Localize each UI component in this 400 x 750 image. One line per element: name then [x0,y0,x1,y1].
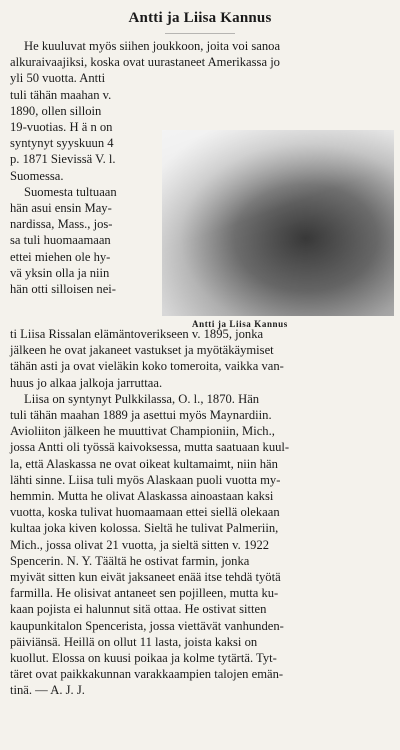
text-line: syntynyt syyskuun 4 [10,136,114,151]
article-body [10,326,390,699]
text-line: sa tuli huomaamaan [10,233,111,248]
text-line: p. 1871 Sievissä V. l. [10,152,116,167]
text-line: Liisa on syntynyt Pulkkilassa, O. l., 1870. Hän [24,391,260,406]
text-line: Avioliiton jälkeen he muuttivat Championiin, Mich., [10,424,275,439]
text-line: ettei miehen ole hy- [10,249,111,264]
photo-shading [162,130,394,316]
text-line: yli 50 vuotta. Antti [10,71,106,86]
text-line: kuollut. Elossa on kuusi poikaa ja kolme tytärtä. Tyt- [10,651,277,666]
text-line: vuotta, koska tulivat huomaamaan ettei siellä olekaan [10,505,280,520]
text-line: huus jo alkaa jalkoja jarruttaa. [10,375,163,390]
text-line: Spencerin. N. Y. Täältä he ostivat farmin, jonka [10,553,250,568]
text-line: Suomesta tultuaan [24,184,117,199]
text-line: jälkeen he ovat jakaneet vastukset ja myötäkäymiset [10,343,274,358]
text-line: hän asui ensin May- [10,201,112,216]
text-line: alkuraivaajiksi, koska ovat uurastaneet Amerikassa jo [10,55,280,70]
text-line: 19-vuotias. H ä n on [10,120,113,135]
text-line: He kuuluvat myös siihen joukkoon, joita voi sanoa [24,39,281,53]
text-line: ti Liisa Rissalan elämäntoverikseen v. 1895, jonka [10,327,264,341]
text-line: tuli tähän maahan 1889 ja asettui myös Maynardiin. [10,408,272,423]
text-line: myivät sitten kun eivät jaksaneet enää itse tehdä työtä [10,570,281,585]
text-line: 1890, ollen silloin [10,103,102,118]
text-line: tinä. — A. J. J. [10,683,85,698]
text-line: hän otti silloisen nei- [10,282,116,297]
text-line: farmilla. He olisivat antaneet sen pojilleen, mutta ku- [10,586,279,601]
text-line: päiviänsä. Heillä on ollut 11 lasta, joista kaksi on [10,634,258,649]
text-line: täret ovat paikkakunnan varakkaampien talojen emän- [10,667,284,682]
text-line: Suomessa. [10,168,64,183]
text-line: nardissa, Mass., jos- [10,217,113,232]
text-line: kaan pojista ei halunnut sitä ottaa. He ostivat sitten [10,602,267,617]
text-line: la, että Alaskassa ne ovat oikeat kultamaimt, niin hän [10,456,278,471]
text-line: lähti sinne. Liisa tuli myös Alaskaan puoli vuotta my- [10,472,281,487]
text-line: vä yksin olla ja niin [10,265,110,280]
text-line: tuli tähän maahan v. [10,87,112,102]
text-line: kaupunkitalon Spencerista, jossa viettävät vanhunden- [10,618,284,633]
article-title: Antti ja Liisa Kannus [128,10,272,26]
left-column-text [10,70,178,297]
photo-caption: Antti ja Liisa Kannus [192,319,288,329]
text-line: jossa Antti oli työssä kaivoksessa, mutta saatuaan kuul- [10,440,290,455]
title-divider [165,33,235,34]
text-line: kultaa joka kiven kolossa. Sieltä he tulivat Palmeriin, [10,521,279,536]
text-line: tähän asti ja ovat vieläkin koko tomeroita, vaikka van- [10,359,284,374]
text-line: Mich., jossa olivat 21 vuotta, ja sieltä sitten v. 1922 [10,537,270,552]
article-top-section [10,38,390,329]
text-line: hemmin. Mutta he olivat Alaskassa ainoastaan kaksi [10,489,274,504]
